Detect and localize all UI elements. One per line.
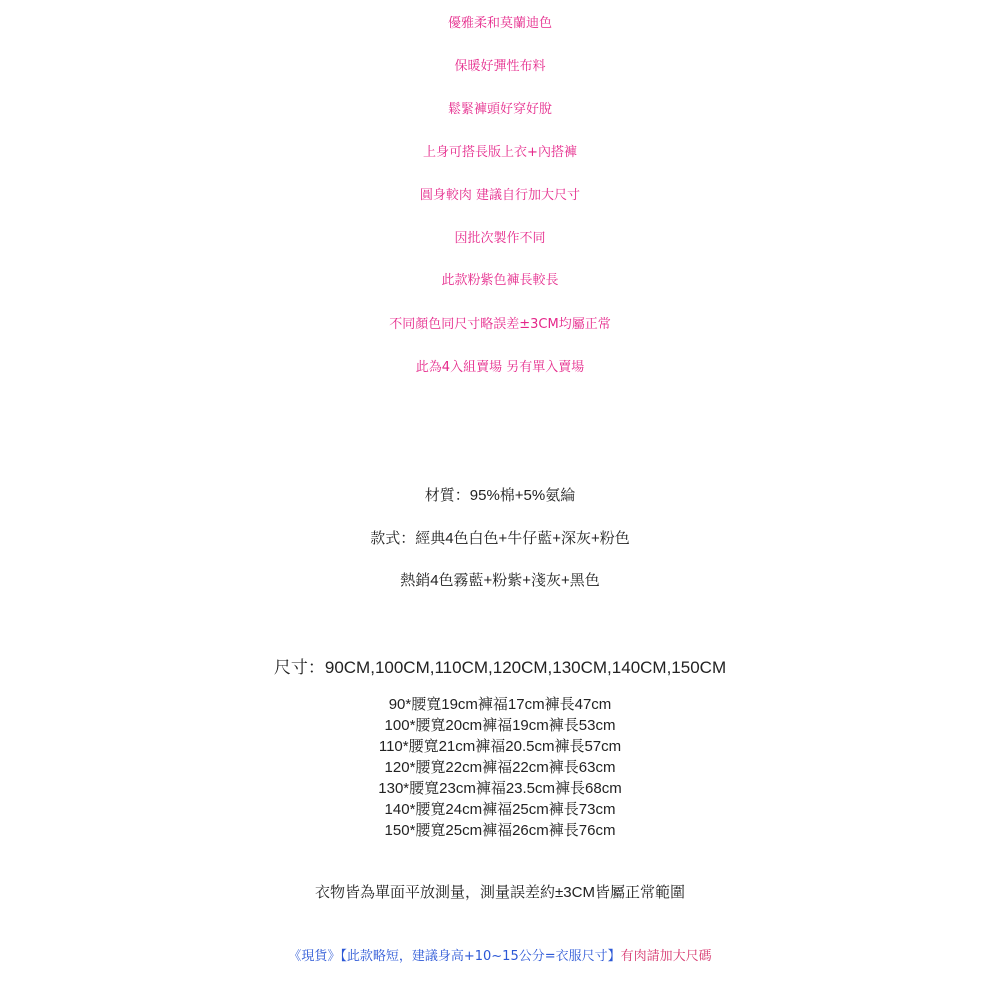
size-row: 150*腰寬25cm褲福26cm褲長76cm <box>384 822 616 839</box>
feature-line-7: 此款粉紫色褲長較長 <box>441 273 559 288</box>
feature-line-4: 上身可搭長版上衣+內搭褲 <box>423 145 577 160</box>
material-line: 材質：95%棉+5%氨綸 <box>424 487 576 504</box>
size-table <box>0 694 1000 841</box>
style-line-2: 熱銷4色霧藍+粉紫+淺灰+黑色 <box>400 572 600 589</box>
measure-note: 衣物皆為單面平放測量，測量誤差約±3CM皆屬正常範圍 <box>315 884 685 901</box>
style-line: 款式：經典4色白色+牛仔藍+深灰+粉色 <box>370 530 630 547</box>
feature-line-2: 保暖好彈性布料 <box>454 59 546 74</box>
footer-stock-label: 《現貨》 <box>288 949 341 964</box>
feature-line-3: 鬆緊褲頭好穿好脫 <box>447 102 552 117</box>
footer-note <box>0 945 1000 964</box>
size-title: 尺寸：90CM,100CM,110CM,120CM,130CM,140CM,150CM <box>273 658 727 677</box>
size-row: 90*腰寬19cm褲福17cm褲長47cm <box>388 696 612 713</box>
size-row: 120*腰寬22cm褲福22cm褲長63cm <box>384 759 616 776</box>
feature-line-5: 圓身較肉 建議自行加大尺寸 <box>419 188 581 203</box>
feature-line-9: 此為4入組賣場 另有單入賣場 <box>415 360 585 375</box>
size-row: 110*腰寬21cm褲福20.5cm褲長57cm <box>378 738 622 755</box>
size-row: 140*腰寬24cm褲福25cm褲長73cm <box>384 801 616 818</box>
feature-line-6: 因批次製作不同 <box>454 231 546 246</box>
feature-line-8: 不同顏色同尺寸略誤差±3CM均屬正常 <box>389 317 611 332</box>
size-row: 100*腰寬20cm褲福19cm褲長53cm <box>384 717 616 734</box>
footer-size-advice: 有肉請加大尺碼 <box>620 949 712 964</box>
footer-height-note: 【此款略短，建議身高+10~15公分=衣服尺寸】 <box>340 949 621 964</box>
size-row: 130*腰寬23cm褲福23.5cm褲長68cm <box>378 780 622 797</box>
feature-line-1: 優雅柔和莫蘭迪色 <box>447 16 552 31</box>
